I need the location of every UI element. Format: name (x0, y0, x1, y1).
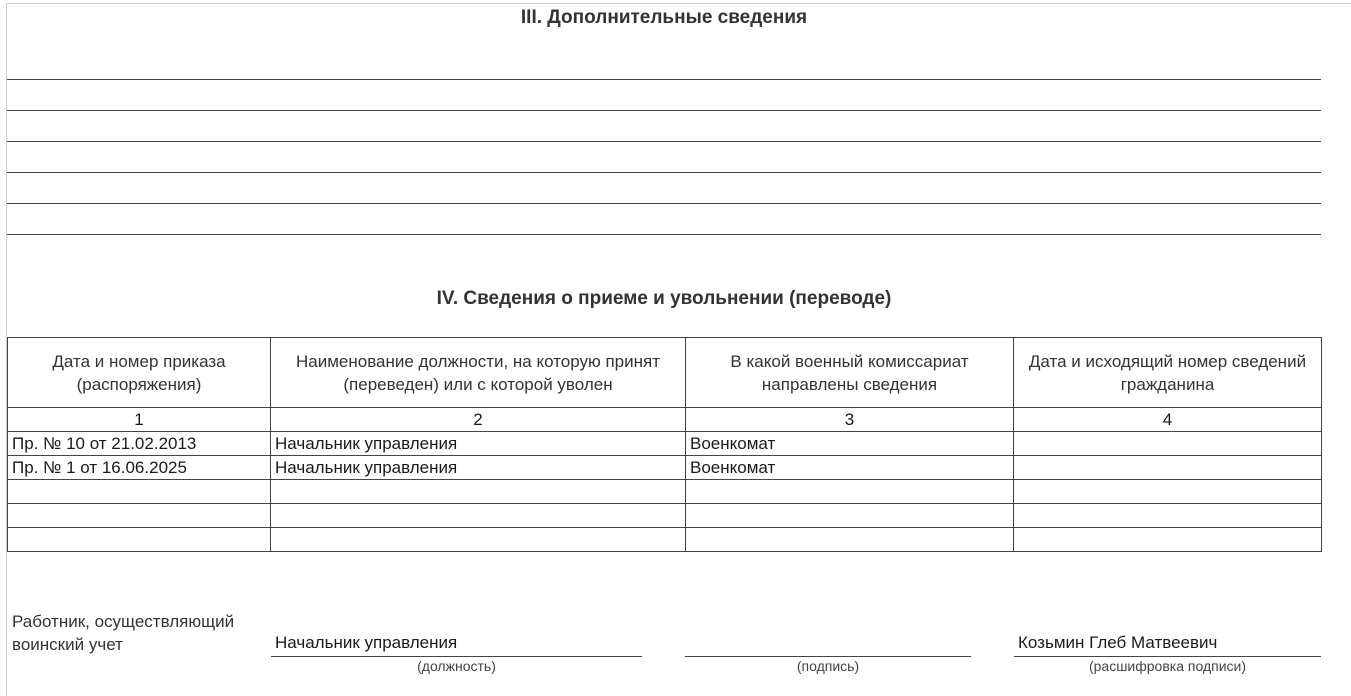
column-number: 3 (686, 408, 1014, 432)
cell-outgoing-number[interactable] (1014, 432, 1322, 456)
section-4-title: IV. Сведения о приеме и увольнении (переводе) (436, 288, 892, 309)
column-number: 2 (271, 408, 686, 432)
cell-commissariat[interactable] (686, 528, 1014, 552)
cell-commissariat[interactable] (686, 504, 1014, 528)
column-header-order: Дата и номер приказа (распоряжения) (8, 338, 271, 408)
signature-caption: (подпись) (796, 658, 860, 674)
column-header-commissariat: В какой военный комиссариат направлены сведения (686, 338, 1014, 408)
cell-commissariat[interactable] (686, 480, 1014, 504)
cell-outgoing-number[interactable] (1014, 528, 1322, 552)
cell-order[interactable]: Пр. № 10 от 21.02.2013 (8, 432, 271, 456)
table-row (8, 504, 1322, 528)
table-row (8, 480, 1322, 504)
full-name-underline (1014, 656, 1321, 657)
position-value[interactable]: Начальник управления (275, 633, 458, 652)
table-row (8, 432, 1322, 456)
signature-label-line: воинский учет (12, 635, 123, 654)
table-row (8, 456, 1322, 480)
additional-info-line[interactable] (7, 141, 1321, 142)
section-3-title: III. Дополнительные сведения (520, 7, 808, 28)
column-number-row (8, 408, 1322, 432)
additional-info-line[interactable] (7, 79, 1321, 80)
column-number: 1 (8, 408, 271, 432)
cell-order[interactable] (8, 528, 271, 552)
cell-commissariat[interactable]: Военкомат (686, 456, 1014, 480)
cell-position[interactable] (271, 480, 686, 504)
additional-info-line[interactable] (7, 203, 1321, 204)
signature-block-label (12, 610, 234, 656)
cell-outgoing-number[interactable] (1014, 480, 1322, 504)
signature-label-line: Работник, осуществляющий (12, 612, 235, 631)
additional-info-line[interactable] (7, 234, 1321, 235)
cell-order[interactable] (8, 504, 271, 528)
cell-commissariat[interactable]: Военкомат (686, 432, 1014, 456)
additional-info-line[interactable] (7, 172, 1321, 173)
column-number: 4 (1014, 408, 1322, 432)
column-header-position: Наименование должности, на которую принят (переведен) или с которой уволен (271, 338, 686, 408)
page-top-border (6, 3, 1351, 4)
full-name-value[interactable]: Козьмин Глеб Матвеевич (1018, 633, 1218, 652)
table-header-row (8, 338, 1322, 408)
cell-order[interactable] (8, 480, 271, 504)
full-name-caption: (расшифровка подписи) (1088, 658, 1247, 674)
employment-table (7, 337, 1322, 552)
position-caption: (должность) (417, 658, 496, 674)
cell-position[interactable] (271, 528, 686, 552)
cell-position[interactable] (271, 504, 686, 528)
position-underline (271, 656, 642, 657)
table-row (8, 528, 1322, 552)
cell-position[interactable]: Начальник управления (271, 456, 686, 480)
column-header-outgoing-number: Дата и исходящий номер сведений гражданина (1014, 338, 1322, 408)
cell-order[interactable]: Пр. № 1 от 16.06.2025 (8, 456, 271, 480)
additional-info-line[interactable] (7, 110, 1321, 111)
cell-position[interactable]: Начальник управления (271, 432, 686, 456)
cell-outgoing-number[interactable] (1014, 504, 1322, 528)
signature-underline (685, 656, 971, 657)
cell-outgoing-number[interactable] (1014, 456, 1322, 480)
